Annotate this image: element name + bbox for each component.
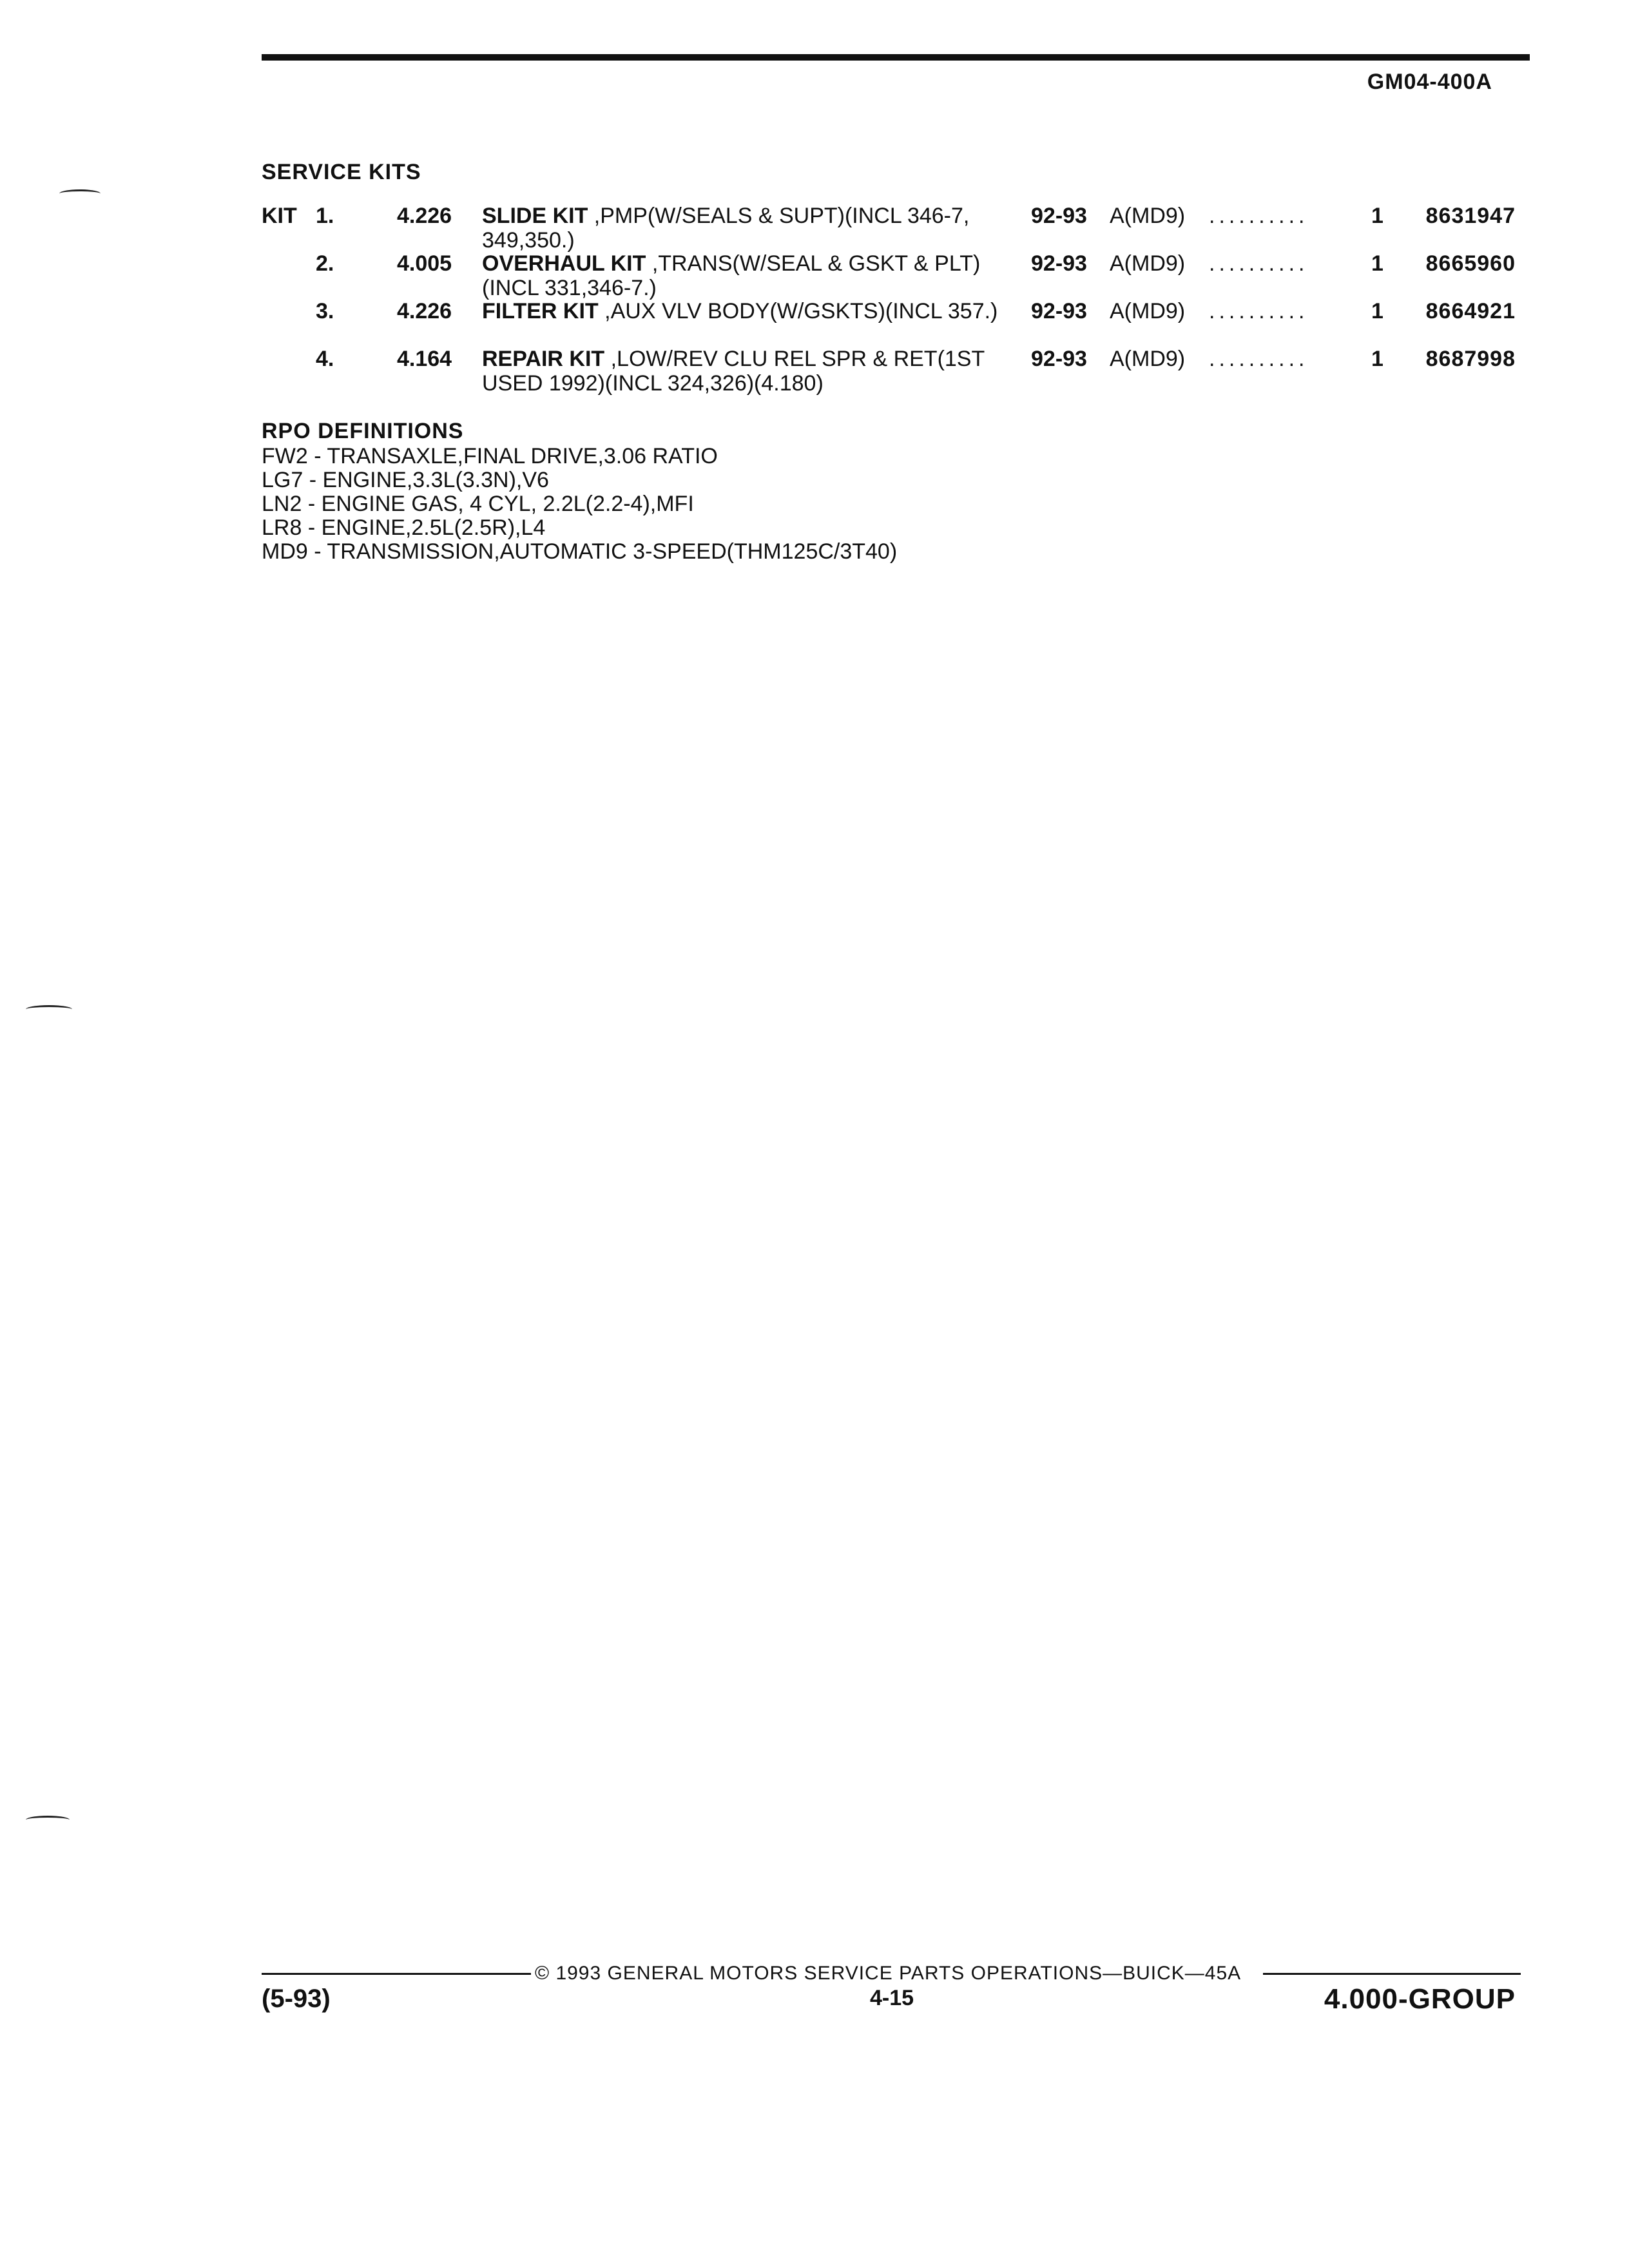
kit-detail: ,PMP(W/SEALS & SUPT)(INCL 346-7, 349,350.) — [482, 204, 970, 253]
group-label: 4.000-GROUP — [1324, 1983, 1516, 2015]
kit-years: 92-93 — [1031, 347, 1087, 371]
kit-prefix: KIT — [262, 204, 297, 228]
kit-application: A(MD9) — [1110, 299, 1186, 323]
kit-name: OVERHAUL KIT — [482, 251, 646, 276]
kit-description — [482, 299, 1017, 323]
kit-detail: ,LOW/REV CLU REL SPR & RET(1ST USED 1992)(INCL 324,326)(4.180) — [482, 347, 985, 396]
rpo-definition: LN2 - ENGINE GAS, 4 CYL, 2.2L(2.2-4),MFI — [262, 492, 694, 516]
footer-rule — [1263, 1973, 1521, 1975]
date-code: (5-93) — [262, 1984, 331, 2013]
kit-part-number: 8631947 — [1425, 204, 1516, 228]
kit-years: 92-93 — [1031, 251, 1087, 276]
kit-part-number: 8664921 — [1425, 299, 1516, 323]
binder-hole-mark — [26, 1816, 70, 1824]
copyright-line: © 1993 GENERAL MOTORS SERVICE PARTS OPERATIONS—BUICK—45A — [535, 1963, 1242, 1984]
kit-description — [482, 347, 1017, 396]
kit-years: 92-93 — [1031, 204, 1087, 228]
kit-part-number: 8665960 — [1425, 251, 1516, 276]
binder-hole-mark — [26, 1005, 72, 1014]
kit-name: REPAIR KIT — [482, 347, 605, 371]
leader-dots: .......... — [1209, 251, 1309, 276]
kit-reference: 4.226 — [397, 204, 452, 228]
kit-detail: ,AUX VLV BODY(W/GSKTS)(INCL 357.) — [604, 299, 998, 323]
kit-name: FILTER KIT — [482, 299, 599, 323]
leader-dots: .......... — [1209, 204, 1309, 228]
kit-application: A(MD9) — [1110, 347, 1186, 371]
kit-detail: ,TRANS(W/SEAL & GSKT & PLT)(INCL 331,346-7.) — [482, 251, 981, 300]
kit-number: 4. — [316, 347, 334, 371]
rpo-definition: LR8 - ENGINE,2.5L(2.5R),L4 — [262, 515, 546, 540]
rpo-definitions-title: RPO DEFINITIONS — [262, 419, 464, 443]
kit-quantity: 1 — [1371, 204, 1383, 228]
kit-quantity: 1 — [1371, 251, 1383, 276]
kit-description — [482, 251, 1017, 300]
leader-dots: .......... — [1209, 347, 1309, 371]
rpo-definition: MD9 - TRANSMISSION,AUTOMATIC 3-SPEED(THM125C/3T40) — [262, 539, 898, 564]
binder-hole-mark — [59, 189, 101, 198]
kit-quantity: 1 — [1371, 347, 1383, 371]
rpo-definition: LG7 - ENGINE,3.3L(3.3N),V6 — [262, 468, 549, 492]
kit-quantity: 1 — [1371, 299, 1383, 323]
header-rule — [262, 54, 1530, 61]
kit-reference: 4.005 — [397, 251, 452, 276]
footer-rule — [262, 1973, 531, 1975]
kit-number: 1. — [316, 204, 334, 228]
kit-reference: 4.164 — [397, 347, 452, 371]
rpo-definitions-list — [262, 445, 897, 564]
kit-years: 92-93 — [1031, 299, 1087, 323]
service-kits-title: SERVICE KITS — [262, 160, 421, 184]
kit-application: A(MD9) — [1110, 204, 1186, 228]
kit-reference: 4.226 — [397, 299, 452, 323]
kit-number: 3. — [316, 299, 334, 323]
kit-part-number: 8687998 — [1425, 347, 1516, 371]
kit-name: SLIDE KIT — [482, 204, 588, 228]
kit-application: A(MD9) — [1110, 251, 1186, 276]
rpo-definition: FW2 - TRANSAXLE,FINAL DRIVE,3.06 RATIO — [262, 444, 718, 468]
leader-dots: .......... — [1209, 299, 1309, 323]
kit-number: 2. — [316, 251, 334, 276]
page-number: 4-15 — [870, 1986, 914, 2010]
kit-description — [482, 204, 1017, 253]
document-id: GM04-400A — [1367, 70, 1492, 94]
